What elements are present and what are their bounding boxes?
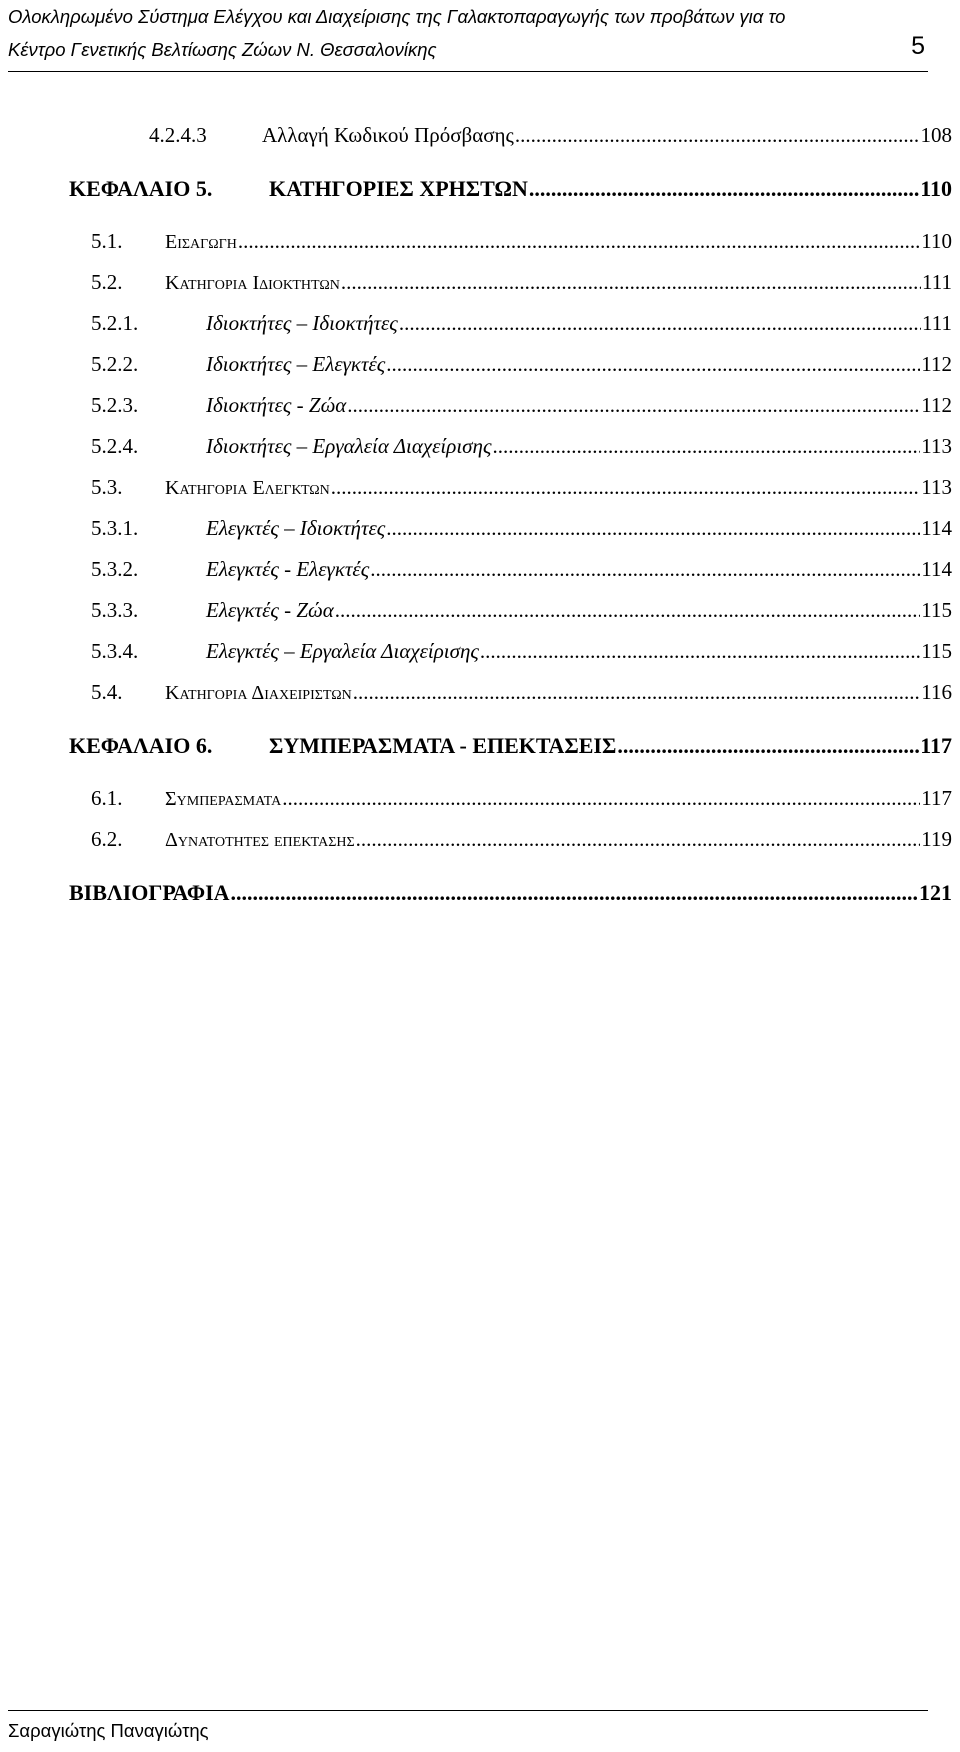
toc-entry-page: 112 [921, 352, 952, 376]
toc-dot-leader [492, 434, 920, 459]
toc-entry-number: 5.2.3. [91, 393, 139, 417]
toc-entry-number: 5.2.1. [91, 311, 139, 335]
document-title-line-2: Κέντρο Γενετικής Βελτίωσης Ζώων Ν. Θεσσαλονίκης [8, 39, 437, 60]
toc-dot-leader [515, 123, 920, 148]
toc-entry-page: 117 [921, 786, 952, 810]
toc-entry-label: Ιδιοκτήτες – Ελεγκτές [206, 352, 386, 376]
toc-entry-number: 4.2.4.3 [149, 123, 207, 147]
toc-entry-page: 111 [922, 270, 952, 294]
toc-entry-label: Κατηγορια Ιδιοκτητων [165, 272, 340, 294]
toc-entry[interactable] [91, 229, 952, 254]
toc-entry[interactable] [69, 880, 952, 906]
toc-entry-number: 5.2.2. [91, 352, 139, 376]
toc-entry[interactable] [69, 176, 952, 202]
toc-entry-label: Κατηγορια Ελεγκτων [165, 477, 330, 499]
toc-entry-number: 5.4. [91, 680, 123, 704]
toc-entry-label: Δυνατοτητες επεκτασης [165, 829, 355, 851]
page-footer [8, 1710, 928, 1743]
toc-entry-number: 6.2. [91, 827, 123, 851]
toc-entry-label: Ιδιοκτήτες – Ιδιοκτήτες [206, 311, 398, 335]
toc-entry-page: 114 [921, 557, 952, 581]
toc-dot-leader [617, 733, 919, 759]
toc-entry-label: Συμπερασματα [165, 788, 282, 810]
document-title-line-1: Ολοκληρωμένο Σύστημα Ελέγχου και Διαχείρισης της Γαλακτοπαραγωγής των προβάτων για το [8, 6, 786, 27]
toc-dot-leader [370, 557, 920, 582]
toc-dot-leader [282, 786, 920, 811]
toc-entry-page: 111 [922, 311, 952, 335]
toc-dot-leader [335, 598, 921, 623]
toc-entry[interactable] [91, 827, 952, 852]
toc-entry-number: ΚΕΦΑΛΑΙΟ 6. [69, 733, 213, 758]
toc-dot-leader [386, 352, 920, 377]
toc-entry-label: ΣΥΜΠΕΡΑΣΜΑΤΑ - ΕΠΕΚΤΑΣΕΙΣ [269, 733, 617, 758]
toc-entry-page: 112 [921, 393, 952, 417]
toc-entry-page: 115 [921, 598, 952, 622]
toc-entry[interactable] [91, 270, 952, 295]
toc-entry[interactable] [91, 786, 952, 811]
toc-dot-leader [341, 270, 921, 295]
toc-entry-page: 114 [921, 516, 952, 540]
toc-entry-label: Ιδιοκτήτες - Ζώα [206, 393, 347, 417]
toc-entry-page: 116 [921, 680, 952, 704]
toc-entry[interactable] [91, 393, 952, 418]
toc-dot-leader [353, 680, 921, 705]
document-title [8, 0, 868, 66]
toc-entry-label: Κατηγορια Διαχειριστων [165, 682, 352, 704]
toc-entry-label: Ελεγκτές - Ελεγκτές [206, 557, 370, 581]
toc-entry[interactable] [91, 516, 952, 541]
toc-entry[interactable] [91, 311, 952, 336]
toc-entry-label: ΒΙΒΛΙΟΓΡΑΦΙΑ [69, 880, 230, 905]
toc-entry-label: Ελεγκτές – Ιδιοκτήτες [206, 516, 386, 540]
toc-entry[interactable] [91, 434, 952, 459]
toc-dot-leader [480, 639, 920, 664]
toc-entry-number: 5.3. [91, 475, 123, 499]
toc-dot-leader [386, 516, 920, 541]
toc-dot-leader [238, 229, 920, 254]
toc-entry-page: 113 [921, 434, 952, 458]
footer-author: Σαραγιώτης Παναγιώτης [8, 1720, 209, 1741]
toc-dot-leader [331, 475, 921, 500]
toc-entry-number: ΚΕΦΑΛΑΙΟ 5. [69, 176, 213, 201]
toc-entry-number: 5.2. [91, 270, 123, 294]
toc-entry-label: Ιδιοκτήτες – Εργαλεία Διαχείρισης [206, 434, 492, 458]
toc-entry-label: Αλλαγή Κωδικού Πρόσβασης [262, 123, 514, 147]
toc-entry-label: ΚΑΤΗΓΟΡΙΕΣ ΧΡΗΣΤΩΝ [269, 176, 528, 201]
toc-entry-page: 115 [921, 639, 952, 663]
toc-entry[interactable] [91, 475, 952, 500]
toc-entry-label: Ελεγκτές – Εργαλεία Διαχείρισης [206, 639, 479, 663]
toc-entry[interactable] [91, 557, 952, 582]
toc-entry-number: 5.2.4. [91, 434, 139, 458]
toc-entry-page: 108 [920, 123, 952, 147]
toc-dot-leader [399, 311, 921, 336]
toc-entry[interactable] [91, 352, 952, 377]
toc-entry-page: 110 [921, 229, 952, 253]
toc-entry[interactable] [91, 598, 952, 623]
toc-dot-leader [356, 827, 921, 852]
page-number: 5 [911, 32, 925, 60]
toc-entry[interactable] [69, 733, 952, 759]
toc-entry-number: 5.3.4. [91, 639, 139, 663]
toc-entry-number: 5.3.2. [91, 557, 139, 581]
toc-entry-label: Εισαγωγη [165, 231, 237, 253]
toc-entry-page: 113 [921, 475, 952, 499]
toc-entry-label: Ελεγκτές - Ζώα [206, 598, 334, 622]
toc-entry-page: 110 [920, 176, 952, 201]
page-header [8, 0, 928, 72]
toc-entry-number: 5.3.3. [91, 598, 139, 622]
toc-entry-number: 5.1. [91, 229, 123, 253]
toc-entry[interactable] [91, 639, 952, 664]
toc-dot-leader [347, 393, 920, 418]
toc-dot-leader [529, 176, 919, 202]
toc-dot-leader [231, 880, 918, 906]
toc-entry[interactable] [149, 123, 952, 148]
toc-entry-page: 121 [919, 880, 952, 905]
toc-entry[interactable] [91, 680, 952, 705]
toc-entry-number: 6.1. [91, 786, 123, 810]
toc-entry-number: 5.3.1. [91, 516, 139, 540]
toc-entry-page: 119 [921, 827, 952, 851]
toc-entry-page: 117 [920, 733, 952, 758]
